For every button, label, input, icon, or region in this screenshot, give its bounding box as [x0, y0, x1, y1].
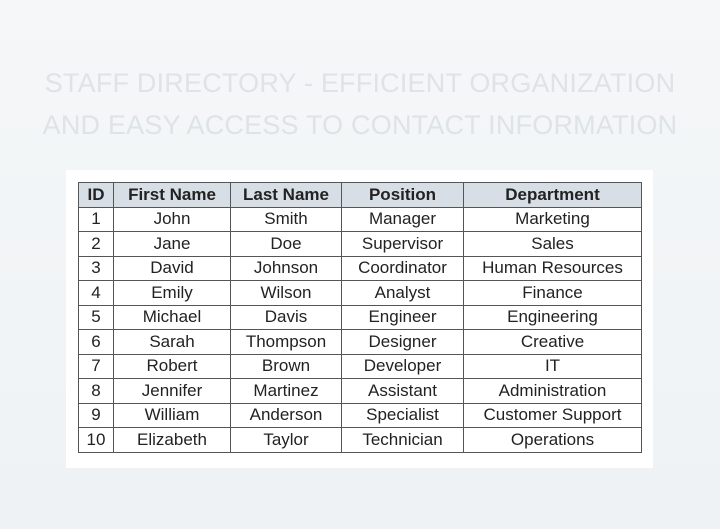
table-cell: John — [114, 207, 231, 232]
table-row — [79, 330, 642, 355]
table-cell: Finance — [464, 281, 642, 306]
table-cell: IT — [464, 354, 642, 379]
column-header: Department — [464, 183, 642, 208]
table-row — [79, 232, 642, 257]
table-cell: 9 — [79, 403, 114, 428]
table-cell: Brown — [231, 354, 342, 379]
table-cell: Wilson — [231, 281, 342, 306]
table-cell: Technician — [342, 428, 464, 453]
table-cell: 1 — [79, 207, 114, 232]
table-cell: Michael — [114, 305, 231, 330]
table-cell: Supervisor — [342, 232, 464, 257]
table-cell: Martinez — [231, 379, 342, 404]
table-cell: Jennifer — [114, 379, 231, 404]
table-cell: Sales — [464, 232, 642, 257]
table-cell: Doe — [231, 232, 342, 257]
table-cell: Thompson — [231, 330, 342, 355]
table-cell: 6 — [79, 330, 114, 355]
table-cell: Assistant — [342, 379, 464, 404]
table-row — [79, 379, 642, 404]
table-cell: Johnson — [231, 256, 342, 281]
table-cell: Specialist — [342, 403, 464, 428]
table-row — [79, 354, 642, 379]
table-row — [79, 305, 642, 330]
title-line-2: AND EASY ACCESS TO CONTACT INFORMATION — [42, 110, 678, 140]
table-cell: Creative — [464, 330, 642, 355]
column-header: Position — [342, 183, 464, 208]
table-cell: David — [114, 256, 231, 281]
table-cell: 3 — [79, 256, 114, 281]
table-header-row — [79, 183, 642, 208]
table-cell: Davis — [231, 305, 342, 330]
table-cell: Human Resources — [464, 256, 642, 281]
table-cell: 8 — [79, 379, 114, 404]
table-row — [79, 403, 642, 428]
page-title — [0, 62, 720, 146]
table-cell: Customer Support — [464, 403, 642, 428]
table-cell: Anderson — [231, 403, 342, 428]
table-cell: Developer — [342, 354, 464, 379]
table-cell: Jane — [114, 232, 231, 257]
table-cell: 10 — [79, 428, 114, 453]
table-cell: Administration — [464, 379, 642, 404]
table-cell: Analyst — [342, 281, 464, 306]
table-row — [79, 256, 642, 281]
table-cell: William — [114, 403, 231, 428]
column-header: First Name — [114, 183, 231, 208]
table-cell: Robert — [114, 354, 231, 379]
table-cell: Elizabeth — [114, 428, 231, 453]
table-row — [79, 281, 642, 306]
table-cell: Designer — [342, 330, 464, 355]
table-cell: Coordinator — [342, 256, 464, 281]
title-line-1: STAFF DIRECTORY - EFFICIENT ORGANIZATION — [44, 68, 676, 98]
table-card — [66, 170, 653, 468]
table-cell: 5 — [79, 305, 114, 330]
table-cell: Taylor — [231, 428, 342, 453]
table-cell: 2 — [79, 232, 114, 257]
table-cell: Engineering — [464, 305, 642, 330]
table-cell: Smith — [231, 207, 342, 232]
table-cell: 4 — [79, 281, 114, 306]
table-row — [79, 207, 642, 232]
table-cell: Marketing — [464, 207, 642, 232]
table-row — [79, 428, 642, 453]
table-cell: Operations — [464, 428, 642, 453]
staff-table — [78, 182, 642, 453]
table-cell: Manager — [342, 207, 464, 232]
table-cell: 7 — [79, 354, 114, 379]
table-cell: Sarah — [114, 330, 231, 355]
column-header: Last Name — [231, 183, 342, 208]
table-cell: Engineer — [342, 305, 464, 330]
table-cell: Emily — [114, 281, 231, 306]
column-header: ID — [79, 183, 114, 208]
